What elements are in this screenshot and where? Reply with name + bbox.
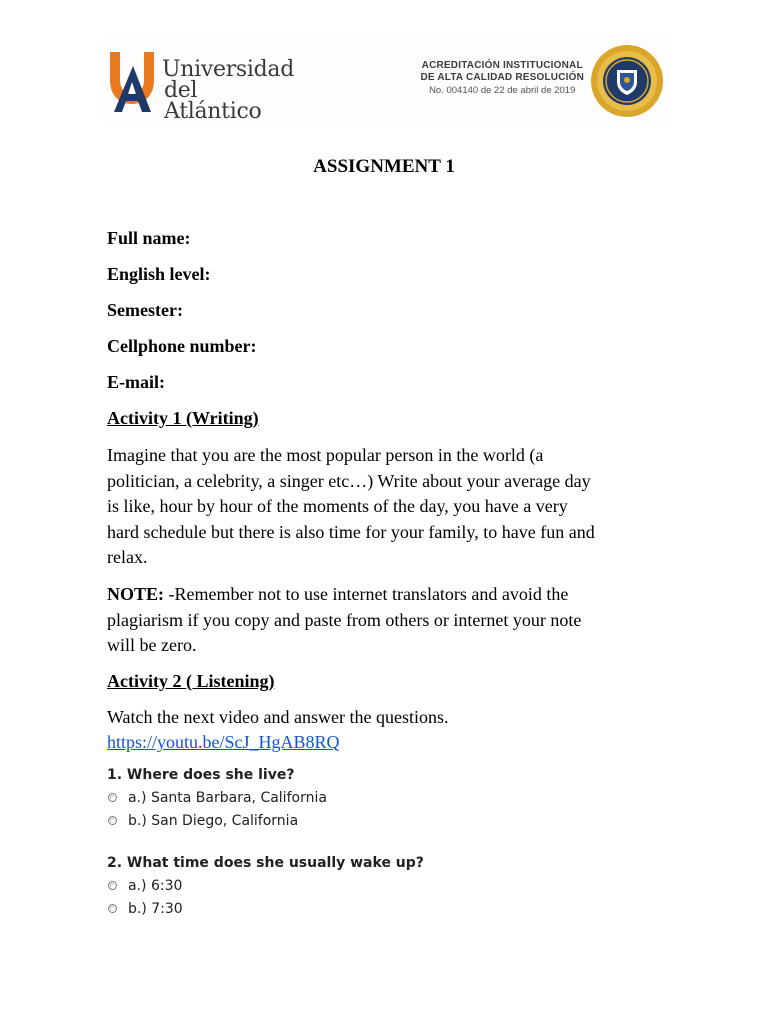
radio-button-icon[interactable] bbox=[108, 881, 117, 890]
university-name bbox=[162, 59, 294, 122]
accreditation-text bbox=[420, 60, 584, 97]
option-label: a.) Santa Barbara, California bbox=[128, 790, 327, 806]
prompt-line: hard schedule but there is also time for your family, to have fun and bbox=[107, 521, 595, 542]
prompt-line: relax. bbox=[107, 547, 148, 567]
radio-button-icon[interactable] bbox=[108, 816, 117, 825]
note-line: will be zero. bbox=[107, 635, 197, 655]
activity1-note bbox=[107, 582, 667, 659]
university-name-line1: Universidad bbox=[162, 57, 295, 82]
semester-label: Semester: bbox=[107, 300, 183, 320]
seal-icon bbox=[590, 44, 664, 118]
accreditation-line3: No. 004140 de 22 de abril de 2019 bbox=[429, 85, 576, 96]
accreditation-line1: ACREDITACIÓN INSTITUCIONAL bbox=[421, 60, 583, 71]
option-label: b.) 7:30 bbox=[128, 901, 183, 917]
prompt-line: is like, hour by hour of the moments of the day, you have a very bbox=[107, 496, 568, 516]
radio-button-icon[interactable] bbox=[108, 904, 117, 913]
assignment-title: ASSIGNMENT 1 bbox=[313, 156, 455, 177]
activity2-instruction: Watch the next video and answer the questions. bbox=[107, 707, 449, 727]
university-logo bbox=[106, 46, 295, 124]
activity2-heading: Activity 2 ( Listening) bbox=[107, 671, 275, 691]
question-2: 2. What time does she usually wake up? bbox=[107, 855, 424, 871]
prompt-line: Imagine that you are the most popular person in the world (a bbox=[107, 445, 544, 465]
question-1: 1. Where does she live? bbox=[107, 767, 295, 783]
activity1-prompt bbox=[107, 443, 667, 571]
note-line: -Remember not to use internet translators and avoid the bbox=[168, 584, 569, 604]
activity1-heading: Activity 1 (Writing) bbox=[107, 408, 259, 428]
option-label: a.) 6:30 bbox=[128, 878, 183, 894]
note-label: NOTE: bbox=[107, 584, 169, 604]
document-header bbox=[100, 38, 670, 122]
prompt-line: politician, a celebrity, a singer etc…) Write about your average day bbox=[107, 470, 591, 491]
radio-button-icon[interactable] bbox=[108, 793, 117, 802]
university-monogram-icon bbox=[106, 46, 162, 116]
video-link[interactable]: https://youtu.be/ScJ_HgAB8RQ bbox=[107, 732, 340, 752]
accreditation-line2: DE ALTA CALIDAD RESOLUCIÓN bbox=[420, 72, 584, 83]
email-label: E-mail: bbox=[107, 372, 165, 392]
english-level-label: English level: bbox=[107, 264, 211, 284]
option-label: b.) San Diego, California bbox=[128, 813, 299, 829]
university-name-line2: del Atlántico bbox=[164, 78, 262, 124]
accreditation-seal bbox=[590, 44, 664, 118]
cellphone-label: Cellphone number: bbox=[107, 336, 257, 356]
note-line: plagiarism if you copy and paste from others or internet your note bbox=[107, 609, 582, 630]
full-name-label: Full name: bbox=[107, 228, 191, 248]
